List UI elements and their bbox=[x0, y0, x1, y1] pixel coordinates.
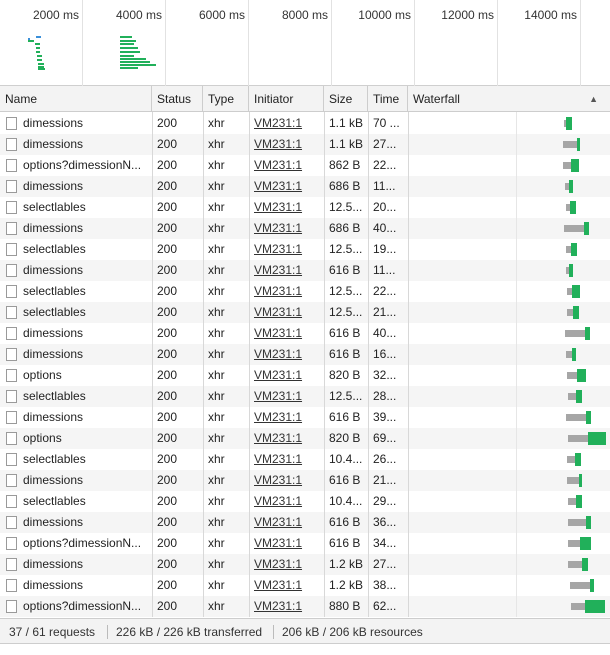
request-type: xhr bbox=[208, 473, 225, 487]
overview-request-bar bbox=[120, 55, 134, 57]
overview-request-bar bbox=[120, 47, 138, 49]
request-type: xhr bbox=[208, 389, 225, 403]
request-initiator-link[interactable]: VM231:1 bbox=[254, 179, 303, 193]
request-status: 200 bbox=[157, 305, 178, 319]
request-type: xhr bbox=[208, 158, 225, 172]
request-time: 22... bbox=[373, 158, 397, 172]
request-status: 200 bbox=[157, 347, 178, 361]
waterfall-receiving-bar bbox=[577, 369, 586, 382]
table-row[interactable] bbox=[0, 449, 610, 470]
column-divider bbox=[203, 112, 204, 617]
waterfall-receiving-bar bbox=[582, 558, 588, 571]
request-name: dimessions bbox=[23, 557, 84, 571]
request-size: 862 B bbox=[329, 158, 361, 172]
request-size: 616 B bbox=[329, 536, 361, 550]
status-divider bbox=[107, 625, 108, 639]
request-time: 69... bbox=[373, 431, 397, 445]
request-status: 200 bbox=[157, 599, 178, 613]
request-type: xhr bbox=[208, 179, 225, 193]
request-size: 616 B bbox=[329, 347, 361, 361]
overview-request-bar bbox=[120, 51, 140, 53]
request-name: selectlables bbox=[23, 200, 86, 214]
request-time: 34... bbox=[373, 536, 397, 550]
request-size: 1.2 kB bbox=[329, 578, 364, 592]
request-name: dimessions bbox=[23, 410, 84, 424]
waterfall-receiving-bar bbox=[584, 222, 589, 235]
request-initiator-link[interactable]: VM231:1 bbox=[254, 158, 303, 172]
request-type: xhr bbox=[208, 200, 225, 214]
request-initiator-link[interactable]: VM231:1 bbox=[254, 494, 303, 508]
request-status: 200 bbox=[157, 473, 178, 487]
request-time: 29... bbox=[373, 494, 397, 508]
request-status: 200 bbox=[157, 284, 178, 298]
waterfall-waiting-bar bbox=[568, 435, 588, 442]
document-icon bbox=[6, 138, 17, 151]
request-status: 200 bbox=[157, 452, 178, 466]
table-row[interactable] bbox=[0, 491, 610, 512]
overview-gridline bbox=[580, 0, 581, 86]
request-time: 36... bbox=[373, 515, 397, 529]
request-time: 32... bbox=[373, 368, 397, 382]
request-time: 70 ... bbox=[373, 116, 400, 130]
waterfall-receiving-bar bbox=[569, 264, 573, 277]
column-divider bbox=[249, 112, 250, 617]
column-divider bbox=[368, 112, 369, 617]
request-name: options bbox=[23, 431, 62, 445]
waterfall-receiving-bar bbox=[579, 474, 582, 487]
request-status: 200 bbox=[157, 200, 178, 214]
request-size: 12.5... bbox=[329, 284, 363, 298]
document-icon bbox=[6, 180, 17, 193]
waterfall-waiting-bar bbox=[567, 456, 575, 463]
document-icon bbox=[6, 432, 17, 445]
table-row[interactable] bbox=[0, 386, 610, 407]
request-type: xhr bbox=[208, 137, 225, 151]
overview-request-bar bbox=[35, 43, 40, 45]
waterfall-receiving-bar bbox=[569, 180, 573, 193]
overview-tick-label: 6000 ms bbox=[198, 8, 245, 22]
request-status: 200 bbox=[157, 158, 178, 172]
request-size: 820 B bbox=[329, 368, 361, 382]
request-size: 616 B bbox=[329, 410, 361, 424]
overview-request-bar bbox=[38, 63, 44, 65]
waterfall-waiting-bar bbox=[566, 414, 586, 421]
transferred-size: 226 kB / 226 kB transferred bbox=[116, 625, 263, 639]
request-type: xhr bbox=[208, 599, 225, 613]
waterfall-receiving-bar bbox=[566, 117, 572, 130]
waterfall-receiving-bar bbox=[572, 348, 576, 361]
waterfall-receiving-bar bbox=[585, 327, 590, 340]
request-size: 616 B bbox=[329, 263, 361, 277]
overview-request-bar bbox=[120, 64, 156, 66]
request-size: 686 B bbox=[329, 179, 361, 193]
document-icon bbox=[6, 579, 17, 592]
request-size: 12.5... bbox=[329, 389, 363, 403]
table-row[interactable] bbox=[0, 554, 610, 575]
request-time: 21... bbox=[373, 305, 397, 319]
request-name: options?dimessionN... bbox=[23, 158, 142, 172]
overview-request-bar bbox=[120, 36, 132, 38]
table-row[interactable] bbox=[0, 512, 610, 533]
request-status: 200 bbox=[157, 536, 178, 550]
table-row[interactable] bbox=[0, 365, 610, 386]
overview-tick-label: 8000 ms bbox=[281, 8, 328, 22]
document-icon bbox=[6, 264, 17, 277]
request-type: xhr bbox=[208, 431, 225, 445]
request-time: 19... bbox=[373, 242, 397, 256]
overview-tick-label: 4000 ms bbox=[115, 8, 162, 22]
overview-request-bar bbox=[38, 68, 45, 70]
column-divider bbox=[152, 112, 153, 617]
request-type: xhr bbox=[208, 242, 225, 256]
document-icon bbox=[6, 201, 17, 214]
request-status: 200 bbox=[157, 494, 178, 508]
request-initiator-link[interactable]: VM231:1 bbox=[254, 347, 303, 361]
table-row[interactable] bbox=[0, 344, 610, 365]
document-icon bbox=[6, 495, 17, 508]
request-size: 1.1 kB bbox=[329, 116, 364, 130]
table-row[interactable] bbox=[0, 218, 610, 239]
overview-request-bar bbox=[120, 40, 136, 42]
overview-tick-label: 2000 ms bbox=[32, 8, 79, 22]
overview-request-bar bbox=[36, 36, 41, 38]
column-header-time[interactable]: Time bbox=[368, 86, 408, 112]
request-status: 200 bbox=[157, 578, 178, 592]
request-name: selectlables bbox=[23, 284, 86, 298]
waterfall-receiving-bar bbox=[575, 453, 581, 466]
request-size: 12.5... bbox=[329, 305, 363, 319]
request-time: 27... bbox=[373, 137, 397, 151]
table-row[interactable] bbox=[0, 239, 610, 260]
request-name: dimessions bbox=[23, 179, 84, 193]
request-status: 200 bbox=[157, 326, 178, 340]
request-time: 26... bbox=[373, 452, 397, 466]
document-icon bbox=[6, 285, 17, 298]
table-row[interactable] bbox=[0, 323, 610, 344]
document-icon bbox=[6, 537, 17, 550]
request-name: dimessions bbox=[23, 137, 84, 151]
document-icon bbox=[6, 474, 17, 487]
waterfall-receiving-bar bbox=[586, 516, 591, 529]
document-icon bbox=[6, 159, 17, 172]
table-row[interactable] bbox=[0, 134, 610, 155]
waterfall-receiving-bar bbox=[572, 285, 580, 298]
request-name: dimessions bbox=[23, 116, 84, 130]
column-header-name[interactable]: Name bbox=[0, 86, 152, 112]
request-type: xhr bbox=[208, 557, 225, 571]
document-icon bbox=[6, 558, 17, 571]
waterfall-waiting-bar bbox=[571, 603, 585, 610]
request-type: xhr bbox=[208, 536, 225, 550]
request-name: selectlables bbox=[23, 452, 86, 466]
request-status: 200 bbox=[157, 431, 178, 445]
request-name: dimessions bbox=[23, 515, 84, 529]
table-header bbox=[0, 86, 610, 112]
overview-request-bar bbox=[120, 61, 150, 63]
table-row[interactable] bbox=[0, 197, 610, 218]
request-initiator-link[interactable]: VM231:1 bbox=[254, 557, 303, 571]
request-size: 616 B bbox=[329, 515, 361, 529]
overview-tick-label: 14000 ms bbox=[524, 8, 577, 22]
waterfall-receiving-bar bbox=[576, 390, 582, 403]
document-icon bbox=[6, 117, 17, 130]
table-row[interactable] bbox=[0, 596, 610, 617]
request-time: 22... bbox=[373, 284, 397, 298]
request-initiator-link[interactable]: VM231:1 bbox=[254, 536, 303, 550]
document-icon bbox=[6, 516, 17, 529]
timeline-overview[interactable] bbox=[0, 0, 610, 86]
table-row[interactable] bbox=[0, 281, 610, 302]
table-row[interactable] bbox=[0, 176, 610, 197]
request-status: 200 bbox=[157, 368, 178, 382]
waterfall-receiving-bar bbox=[573, 306, 579, 319]
request-name: options?dimessionN... bbox=[23, 536, 142, 550]
request-size: 616 B bbox=[329, 326, 361, 340]
request-status: 200 bbox=[157, 179, 178, 193]
overview-request-bar bbox=[36, 51, 40, 53]
request-type: xhr bbox=[208, 494, 225, 508]
request-initiator-link[interactable]: VM231:1 bbox=[254, 515, 303, 529]
request-type: xhr bbox=[208, 578, 225, 592]
waterfall-receiving-bar bbox=[588, 432, 606, 445]
request-type: xhr bbox=[208, 263, 225, 277]
overview-request-bar bbox=[37, 55, 42, 57]
request-status: 200 bbox=[157, 263, 178, 277]
request-name: selectlables bbox=[23, 389, 86, 403]
request-initiator-link[interactable]: VM231:1 bbox=[254, 368, 303, 382]
waterfall-waiting-bar bbox=[564, 225, 584, 232]
waterfall-waiting-bar bbox=[568, 561, 582, 568]
request-name: options bbox=[23, 368, 62, 382]
table-row[interactable] bbox=[0, 575, 610, 596]
request-name: dimessions bbox=[23, 221, 84, 235]
request-name: selectlables bbox=[23, 305, 86, 319]
resources-size: 206 kB / 206 kB resources bbox=[282, 625, 423, 639]
request-size: 686 B bbox=[329, 221, 361, 235]
request-initiator-link[interactable]: VM231:1 bbox=[254, 452, 303, 466]
triangle-up-icon[interactable]: ▲ bbox=[589, 94, 598, 104]
request-status: 200 bbox=[157, 515, 178, 529]
request-initiator-link[interactable]: VM231:1 bbox=[254, 284, 303, 298]
overview-request-bar bbox=[120, 43, 134, 45]
overview-request-bar bbox=[120, 58, 146, 60]
request-status: 200 bbox=[157, 389, 178, 403]
table-row[interactable] bbox=[0, 533, 610, 554]
request-time: 27... bbox=[373, 557, 397, 571]
waterfall-waiting-bar bbox=[568, 519, 586, 526]
request-type: xhr bbox=[208, 221, 225, 235]
request-time: 39... bbox=[373, 410, 397, 424]
document-icon bbox=[6, 600, 17, 613]
table-row[interactable] bbox=[0, 155, 610, 176]
column-header-initiator[interactable]: Initiator bbox=[249, 86, 324, 112]
request-initiator-link[interactable]: VM231:1 bbox=[254, 431, 303, 445]
column-divider bbox=[408, 112, 409, 617]
request-name: dimessions bbox=[23, 263, 84, 277]
request-count: 37 / 61 requests bbox=[9, 625, 96, 639]
request-size: 616 B bbox=[329, 473, 361, 487]
request-time: 28... bbox=[373, 389, 397, 403]
column-divider bbox=[324, 112, 325, 617]
document-icon bbox=[6, 306, 17, 319]
waterfall-waiting-bar bbox=[567, 372, 577, 379]
request-type: xhr bbox=[208, 347, 225, 361]
overview-request-bar bbox=[37, 59, 42, 61]
waterfall-receiving-bar bbox=[571, 243, 577, 256]
request-initiator-link[interactable]: VM231:1 bbox=[254, 116, 303, 130]
document-icon bbox=[6, 453, 17, 466]
request-initiator-link[interactable]: VM231:1 bbox=[254, 263, 303, 277]
request-initiator-link[interactable]: VM231:1 bbox=[254, 473, 303, 487]
table-row[interactable] bbox=[0, 407, 610, 428]
request-size: 1.2 kB bbox=[329, 557, 364, 571]
waterfall-waiting-bar bbox=[563, 141, 577, 148]
request-time: 21... bbox=[373, 473, 397, 487]
request-name: selectlables bbox=[23, 242, 86, 256]
table-row[interactable] bbox=[0, 428, 610, 449]
request-name: dimessions bbox=[23, 578, 84, 592]
waterfall-receiving-bar bbox=[590, 579, 594, 592]
request-time: 11... bbox=[373, 179, 396, 193]
waterfall-waiting-bar bbox=[568, 498, 576, 505]
request-initiator-link[interactable]: VM231:1 bbox=[254, 305, 303, 319]
request-time: 40... bbox=[373, 326, 397, 340]
waterfall-waiting-bar bbox=[565, 330, 585, 337]
status-bar bbox=[0, 618, 610, 644]
waterfall-waiting-bar bbox=[568, 540, 580, 547]
request-time: 16... bbox=[373, 347, 397, 361]
request-name: options?dimessionN... bbox=[23, 599, 142, 613]
table-row[interactable] bbox=[0, 470, 610, 491]
request-type: xhr bbox=[208, 452, 225, 466]
request-name: selectlables bbox=[23, 494, 86, 508]
request-type: xhr bbox=[208, 410, 225, 424]
request-initiator-link[interactable]: VM231:1 bbox=[254, 326, 303, 340]
request-time: 62... bbox=[373, 599, 397, 613]
request-name: dimessions bbox=[23, 326, 84, 340]
request-size: 1.1 kB bbox=[329, 137, 364, 151]
table-row[interactable] bbox=[0, 113, 610, 134]
waterfall-waiting-bar bbox=[563, 162, 571, 169]
request-name: dimessions bbox=[23, 347, 84, 361]
request-name: dimessions bbox=[23, 473, 84, 487]
column-header-size[interactable]: Size bbox=[324, 86, 368, 112]
overview-request-bar bbox=[120, 67, 138, 69]
request-initiator-link[interactable]: VM231:1 bbox=[254, 578, 303, 592]
overview-request-bar bbox=[28, 40, 34, 42]
request-size: 12.5... bbox=[329, 200, 363, 214]
document-icon bbox=[6, 348, 17, 361]
document-icon bbox=[6, 390, 17, 403]
waterfall-label: Waterfall bbox=[413, 92, 460, 106]
request-size: 820 B bbox=[329, 431, 361, 445]
request-type: xhr bbox=[208, 368, 225, 382]
waterfall-waiting-bar bbox=[568, 393, 576, 400]
request-status: 200 bbox=[157, 116, 178, 130]
request-size: 10.4... bbox=[329, 494, 363, 508]
waterfall-receiving-bar bbox=[577, 138, 580, 151]
request-status: 200 bbox=[157, 137, 178, 151]
column-header-status[interactable]: Status bbox=[152, 86, 203, 112]
request-type: xhr bbox=[208, 305, 225, 319]
document-icon bbox=[6, 369, 17, 382]
overview-tick-label: 12000 ms bbox=[441, 8, 494, 22]
overview-tick-label: 10000 ms bbox=[358, 8, 411, 22]
request-status: 200 bbox=[157, 410, 178, 424]
table-row[interactable] bbox=[0, 302, 610, 323]
request-initiator-link[interactable]: VM231:1 bbox=[254, 389, 303, 403]
request-status: 200 bbox=[157, 242, 178, 256]
waterfall-receiving-bar bbox=[570, 201, 576, 214]
waterfall-receiving-bar bbox=[576, 495, 582, 508]
column-header-waterfall[interactable] bbox=[408, 86, 610, 112]
request-size: 880 B bbox=[329, 599, 361, 613]
waterfall-waiting-bar bbox=[567, 477, 579, 484]
request-time: 40... bbox=[373, 221, 397, 235]
request-initiator-link[interactable]: VM231:1 bbox=[254, 137, 303, 151]
request-initiator-link[interactable]: VM231:1 bbox=[254, 221, 303, 235]
table-row[interactable] bbox=[0, 260, 610, 281]
request-size: 12.5... bbox=[329, 242, 363, 256]
waterfall-waiting-bar bbox=[570, 582, 590, 589]
waterfall-receiving-bar bbox=[571, 159, 579, 172]
document-icon bbox=[6, 222, 17, 235]
request-type: xhr bbox=[208, 284, 225, 298]
document-icon bbox=[6, 243, 17, 256]
request-status: 200 bbox=[157, 557, 178, 571]
waterfall-receiving-bar bbox=[580, 537, 591, 550]
request-initiator-link[interactable]: VM231:1 bbox=[254, 200, 303, 214]
request-time: 20... bbox=[373, 200, 397, 214]
request-initiator-link[interactable]: VM231:1 bbox=[254, 410, 303, 424]
request-size: 10.4... bbox=[329, 452, 363, 466]
waterfall-receiving-bar bbox=[585, 600, 605, 613]
request-type: xhr bbox=[208, 326, 225, 340]
request-initiator-link[interactable]: VM231:1 bbox=[254, 599, 303, 613]
overview-request-bar bbox=[36, 47, 40, 49]
column-header-type[interactable]: Type bbox=[203, 86, 249, 112]
request-type: xhr bbox=[208, 116, 225, 130]
overview-request-bar bbox=[28, 38, 30, 40]
request-type: xhr bbox=[208, 515, 225, 529]
request-time: 11... bbox=[373, 263, 396, 277]
document-icon bbox=[6, 327, 17, 340]
request-time: 38... bbox=[373, 578, 397, 592]
waterfall-receiving-bar bbox=[586, 411, 591, 424]
request-initiator-link[interactable]: VM231:1 bbox=[254, 242, 303, 256]
status-divider bbox=[273, 625, 274, 639]
document-icon bbox=[6, 411, 17, 424]
column-divider bbox=[516, 112, 517, 617]
request-status: 200 bbox=[157, 221, 178, 235]
